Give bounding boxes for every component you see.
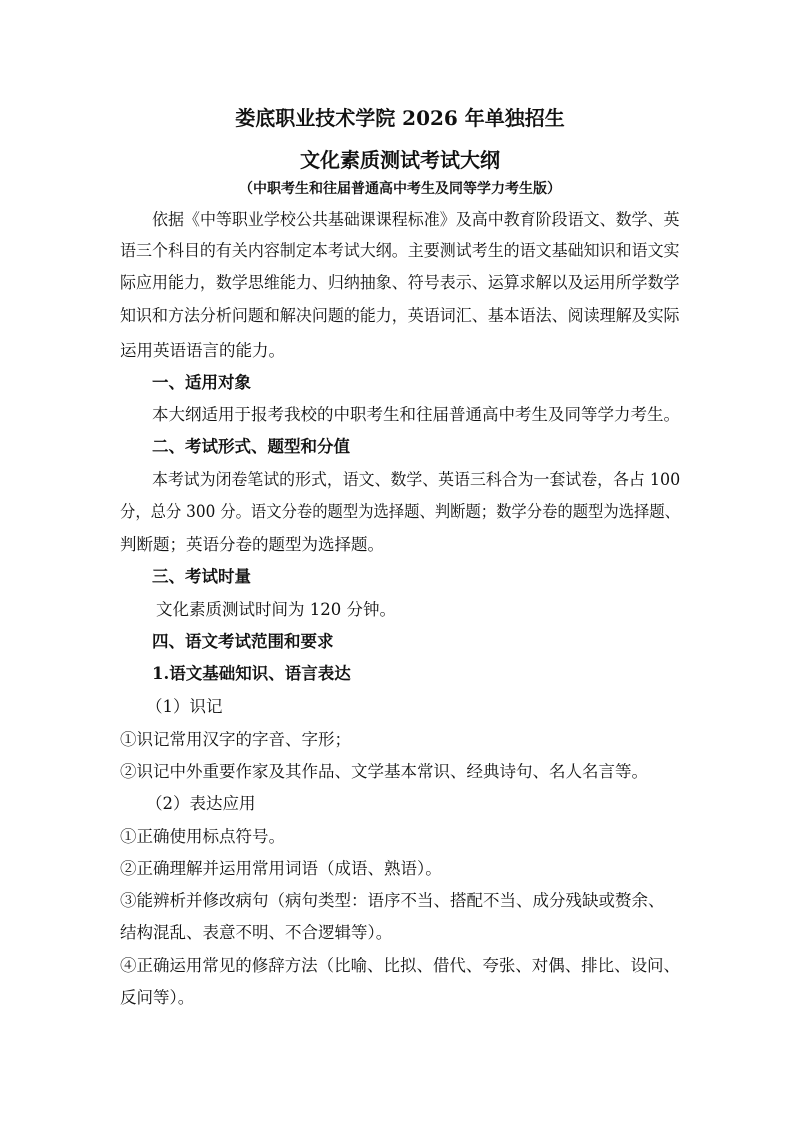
list-item: ③能辨析并修改病句（病句类型：语序不当、搭配不当、成分残缺或赘余、 [120, 891, 665, 910]
intro-line: 语三个科目的有关内容制定本考试大纲。主要测试考生的语文基础知识和语文实 [120, 241, 680, 260]
item-label: （2）表达应用 [146, 794, 256, 813]
intro-line: 依据《中等职业学校公共基础课课程标准》及高中教育阶段语文、数学、英 [152, 210, 680, 229]
section-heading-scope: 一、适用对象 [152, 373, 251, 392]
document-title-line1: 娄底职业技术学院 2026 年单独招生 [235, 106, 565, 130]
section-paragraph-line: 判断题；英语分卷的题型为选择题。 [120, 535, 384, 554]
intro-line: 知识和方法分析问题和解决问题的能力，英语词汇、基本语法、阅读理解及实际 [120, 306, 680, 325]
section-heading-chinese-scope: 四、语文考试范围和要求 [152, 632, 334, 651]
list-item: ②识记中外重要作家及其作品、文学基本常识、经典诗句、名人名言等。 [120, 762, 648, 781]
intro-line: 运用英语语言的能力。 [120, 341, 285, 360]
section-paragraph-line: 本大纲适用于报考我校的中职考生和往届普通高中考生及同等学力考生。 [152, 405, 680, 424]
list-item: ①识记常用汉字的字音、字形； [120, 730, 351, 749]
list-item: ④正确运用常见的修辞方法（比喻、比拟、借代、夸张、对偶、排比、设问、 [120, 956, 680, 975]
item-label: （1）识记 [146, 697, 223, 716]
document-title-line2: 文化素质测试考试大纲 [300, 148, 500, 172]
section-paragraph-line: 文化素质测试时间为 120 分钟。 [156, 600, 396, 619]
section-heading-exam-format: 二、考试形式、题型和分值 [152, 437, 350, 456]
list-item: 反问等）。 [120, 988, 195, 1007]
section-paragraph-line: 本考试为闭卷笔试的形式，语文、数学、英语三科合为一套试卷，各占 100 [152, 470, 681, 489]
list-item: 结构混乱、表意不明、不合逻辑等）。 [120, 923, 393, 942]
intro-line: 际应用能力，数学思维能力、归纳抽象、符号表示、运算求解以及运用所学数学 [120, 273, 680, 292]
list-item: ①正确使用标点符号。 [120, 827, 285, 846]
section-paragraph-line: 分，总分 300 分。语文分卷的题型为选择题、判断题；数学分卷的题型为选择题、 [120, 502, 680, 521]
list-item: ②正确理解并运用常用词语（成语、熟语）。 [120, 859, 442, 878]
subsection-heading: 1.语文基础知识、语言表达 [152, 664, 351, 683]
section-heading-exam-duration: 三、考试时量 [152, 567, 251, 586]
document-subtitle: （中职考生和往届普通高中考生及同等学力考生版） [239, 181, 561, 197]
